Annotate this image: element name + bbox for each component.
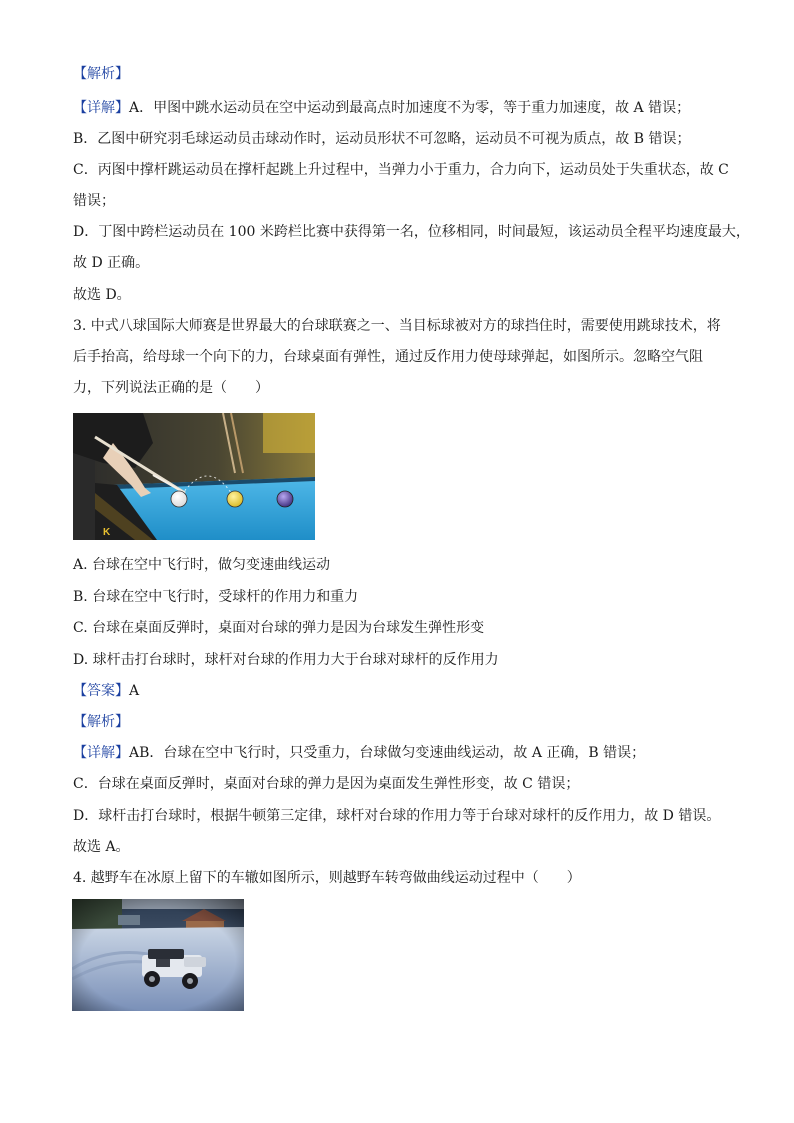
detail-line-b: B．乙图中研究羽毛球运动员击球动作时，运动员形状不可忽略，运动员不可视为质点，故 B 错误；	[73, 131, 691, 147]
q4-stem: 4. 越野车在冰原上留下的车辙如图所示，则越野车转弯做曲线运动过程中（ ）	[73, 870, 581, 886]
q3-stem-line-2: 后手抬高，给母球一个向下的力，台球桌面有弹性，通过反作用力使母球弹起，如图所示。忽略空气阻	[73, 349, 703, 365]
q3-detail-line-1: 【详解】AB．台球在空中飞行时，只受重力，台球做匀变速曲线运动，故 A 正确，B 错误；	[73, 745, 646, 761]
q3-stem-line-1: 3. 中式八球国际大师赛是世界最大的台球联赛之一、当目标球被对方的球挡住时，需要使用跳球技术，将	[73, 318, 721, 334]
purple-ball	[277, 491, 293, 507]
q3-detail-line-3: D．球杆击打台球时，根据牛顿第三定律，球杆对台球的作用力等于台球对球杆的反作用力，故 D 错误。	[73, 808, 721, 824]
billiards-photo	[73, 413, 315, 540]
svg-text:K: K	[103, 527, 111, 538]
billiards-illustration	[73, 413, 315, 540]
q3-option-c: C. 台球在桌面反弹时，桌面对台球的弹力是因为台球发生弹性形变	[73, 620, 485, 636]
jeep-snow-illustration	[72, 899, 244, 1011]
jeep-snow-photo	[72, 899, 244, 1011]
choice-conclusion: 故选 D。	[73, 287, 131, 303]
q3-analysis-heading: 【解析】	[73, 714, 129, 730]
detail-tag: 【详解】	[73, 100, 129, 116]
answer-value: A	[129, 683, 140, 699]
detail-line-c: C．丙图中撑杆跳运动员在撑杆起跳上升过程中，当弹力小于重力，合力向下，运动员处于失重状态，故 C	[73, 162, 729, 178]
q3-conclusion: 故选 A。	[73, 839, 130, 855]
yellow-ball	[227, 491, 243, 507]
q3-option-d: D. 球杆击打台球时，球杆对台球的作用力大于台球对球杆的反作用力	[73, 652, 499, 668]
detail-line-a: 【详解】A．甲图中跳水运动员在空中运动到最高点时加速度不为零，等于重力加速度，故 A 错误；	[73, 100, 691, 116]
answer-tag: 【答案】	[73, 683, 129, 699]
detail-line-c-cont: 错误；	[73, 193, 115, 209]
q3-option-b: B. 台球在空中飞行时，受球杆的作用力和重力	[73, 589, 359, 605]
detail-tag: 【详解】	[73, 745, 129, 761]
analysis-heading: 【解析】	[73, 66, 129, 82]
cue-ball	[171, 491, 187, 507]
detail-line-d: D．丁图中跨栏运动员在 100 米跨栏比赛中获得第一名，位移相同，时间最短，该运动员全程平均速度最大，	[73, 224, 750, 240]
q3-answer	[73, 681, 723, 701]
q3-option-a: A. 台球在空中飞行时，做匀变速曲线运动	[73, 557, 331, 573]
detail-line-d-cont: 故 D 正确。	[73, 255, 150, 271]
q3-stem-line-3: 力，下列说法正确的是（ ）	[73, 380, 269, 396]
q3-detail-line-2: C．台球在桌面反弹时，桌面对台球的弹力是因为桌面发生弹性形变，故 C 错误；	[73, 776, 580, 792]
